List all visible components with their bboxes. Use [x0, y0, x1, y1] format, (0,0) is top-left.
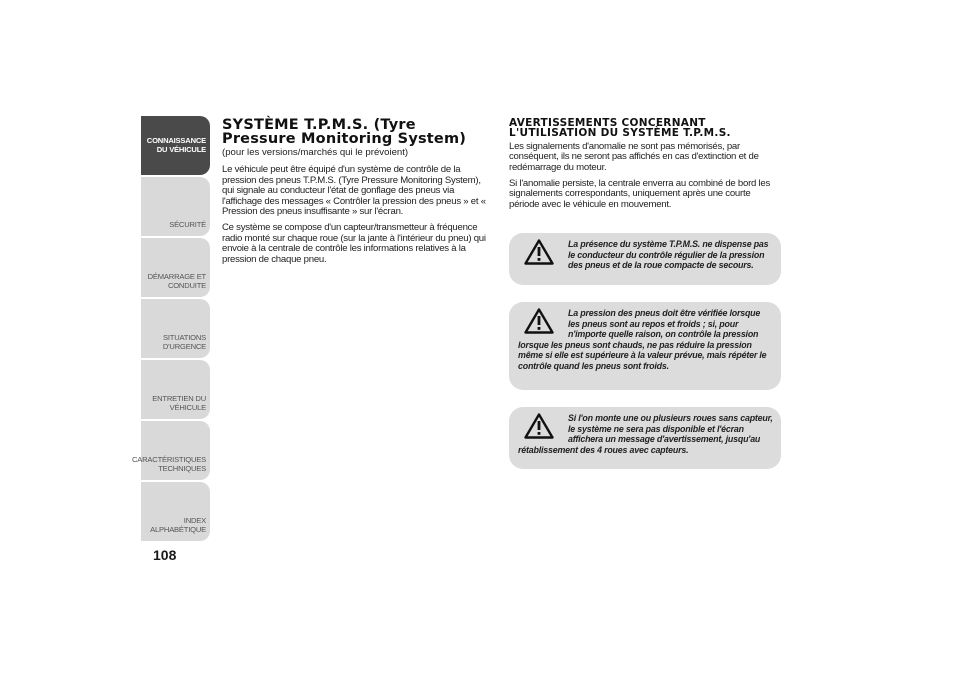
warning-box-2 [509, 302, 781, 390]
warnings-title-line1: AVERTISSEMENTS CONCERNANT [509, 117, 706, 129]
paragraph-intro: Le véhicule peut être équipé d'un système de contrôle de la pression des pneus T.P.M.S. (Tyre Pressure Monitoring System), qui signale au conducteur l'état de gonflage des pneus via l'affichage des messages « Contrôler la pression des pneus » et « Pression des pneus insuffisante » sur l'écran. [222, 164, 486, 218]
tab-entretien-du-vehicule[interactable]: ENTRETIEN DU VÉHICULE [141, 360, 210, 419]
tab-caracteristiques-techniques[interactable]: CARACTÉRISTIQUES TECHNIQUES [141, 421, 210, 480]
warnings-title-line2: L'UTILISATION DU SYSTÈME T.P.M.S. [509, 127, 731, 140]
warning-box-1 [509, 233, 781, 285]
warning-text-1: La présence du système T.P.M.S. ne dispense pas le conducteur du contrôle régulier de la pression des pneus et de la roue compacte de secours. [568, 239, 769, 271]
tab-securite[interactable]: SÉCURITÉ [141, 177, 210, 236]
section-title [222, 118, 492, 146]
paragraph-components: Ce système se compose d'un capteur/transmetteur à fréquence radio monté sur chaque roue (sur la jante à l'intérieur du pneu) qui envoie à la centrale de contrôle les informations relatives à la pression de chaque pneu. [222, 221, 486, 265]
tpms-section [222, 118, 492, 270]
warning-triangle-icon [518, 308, 562, 338]
warnings-title [509, 118, 781, 139]
tab-index-alphabetique[interactable]: INDEX ALPHABÉTIQUE [141, 482, 210, 541]
paragraph-anomaly-memory: Les signalements d'anomalie ne sont pas mémorisés, par conséquent, ils ne seront pas affichés en cas d'extinction et de redémarrage du moteur. [509, 140, 759, 173]
section-title-line2: Pressure Monitoring System) [222, 131, 467, 147]
tpms-warnings-section [509, 118, 781, 215]
paragraph-anomaly-persists: Si l'anomalie persiste, la centrale enverra au combiné de bord les signalements correspondants, uniquement après une courte période avec le véhicule en mouvement. [509, 177, 771, 210]
tab-connaissance-du-vehicule[interactable]: CONNAISSANCE DU VÉHICULE [141, 116, 210, 175]
warning-triangle-icon [518, 239, 562, 269]
section-title-line1: SYSTÈME T.P.M.S. (Tyre [222, 117, 416, 133]
tab-situations-d-urgence[interactable]: SITUATIONS D'URGENCE [141, 299, 210, 358]
warning-box-3 [509, 407, 781, 469]
tab-demarrage-et-conduite[interactable]: DÉMARRAGE ET CONDUITE [141, 238, 210, 297]
warning-text-3: Si l'on monte une ou plusieurs roues sans capteur, le système ne sera pas disponible et l'écran affichera un message d'avertissement, jusqu'au rétablissement des 4 roues avec capteurs. [518, 413, 773, 455]
section-subtitle: (pour les versions/marchés qui le prévoient) [222, 147, 409, 158]
chapter-tabs [131, 116, 210, 543]
warning-text-2: La pression des pneus doit être vérifiée lorsque les pneus sont au repos et froids ; si, pour n'importe quelle raison, on contrôle la pression lorsque les pneus sont chauds, ne pas réduire la pression même si elle est supérieure à la valeur prévue, mais répéter le contrôle quand les pneus sont froids. [518, 308, 767, 371]
warning-triangle-icon [518, 413, 562, 443]
page-number: 108 [153, 547, 177, 563]
